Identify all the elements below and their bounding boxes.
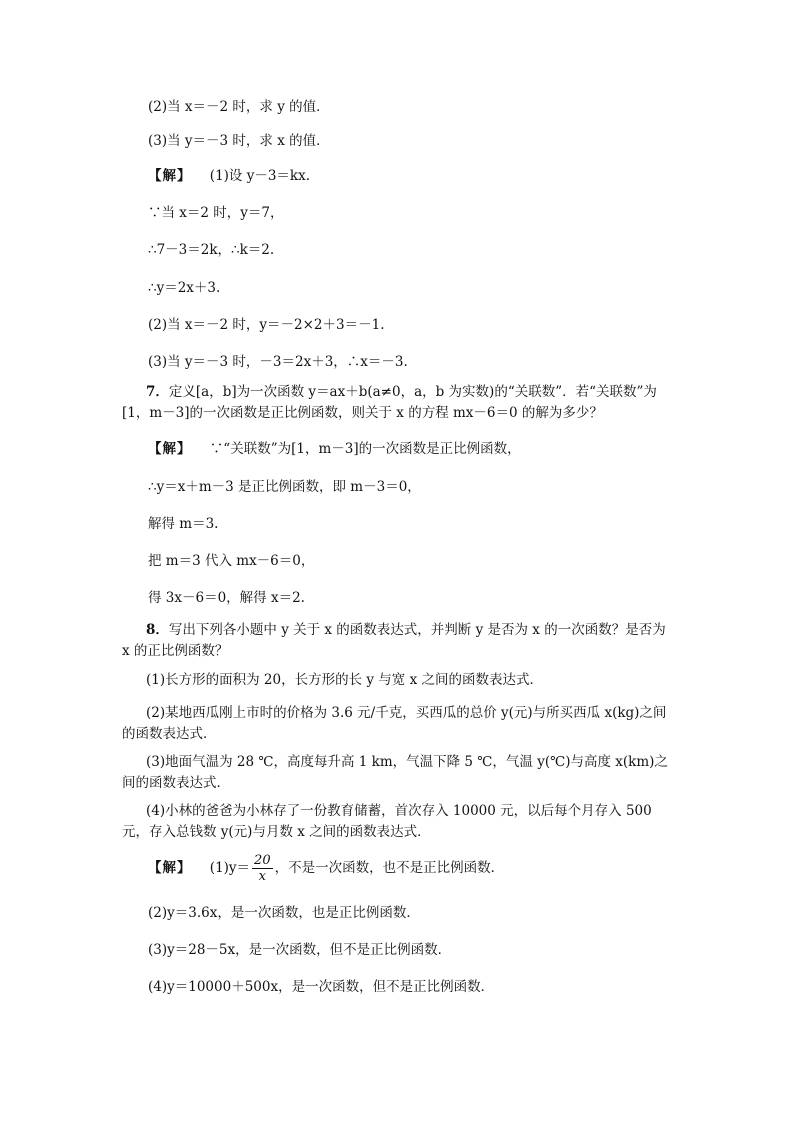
p8-question-4: (4)小林的爸爸为小林存了一份教育储蓄，首次存入 10000 元，以后每个月存入 500 元，存入总钱数 y(元)与月数 x 之间的函数表达式．: [122, 803, 652, 840]
p7-solution-line-5: 得 3x－6＝0，解得 x＝2.: [148, 590, 305, 606]
prev-solution-line-3: ∴7－3＝2k，∴k＝2.: [148, 242, 275, 258]
p7-solution-line-4: 把 m＝3 代入 mx－6＝0，: [148, 553, 315, 569]
prev-question-3: (3)当 y＝－3 时，求 x 的值．: [148, 133, 330, 149]
p7-solution-line-2: ∴y＝x＋m－3 是正比例函数，即 m－3＝0，: [148, 479, 421, 495]
problem-number: 7．: [146, 384, 169, 400]
p8-solution-line-2: (2)y＝3.6x，是一次函数，也是正比例函数．: [148, 905, 420, 921]
solution-text: (1)y＝: [209, 860, 251, 876]
problem-text: 定义[a，b]为一次函数 y＝ax＋b(a≠0，a，b 为实数)的“关联数”．若“关联数”为[1，m－3]的一次函数是正比例函数，则关于 x 的方程 mx－6＝0 的解为多少？: [122, 384, 657, 421]
prev-solution-line-5: (2)当 x＝－2 时，y＝－2×2＋3＝－1.: [148, 317, 385, 333]
problem-number: 8．: [146, 622, 169, 638]
solution-label: 【解】: [148, 441, 192, 457]
prev-solution-line-6: (3)当 y＝－3 时，－3＝2x＋3，∴x＝－3.: [148, 354, 408, 370]
p8-question-2: (2)某地西瓜刚上市时的价格为 3.6 元/千克，买西瓜的总价 y(元)与所买西瓜 x(kg)之间的函数表达式．: [122, 705, 667, 742]
p8-question-3: (3)地面气温为 28 ℃，高度每升高 1 km，气温下降 5 ℃，气温 y(℃)与高度 x(km)之间的函数表达式．: [122, 754, 668, 791]
solution-text: ，不是一次函数，也不是正比例函数．: [274, 860, 505, 876]
problem-8-stem: [122, 620, 670, 662]
fraction-numerator: 20: [254, 853, 271, 868]
p8-question-1: (1)长方形的面积为 20，长方形的长 y 与宽 x 之间的函数表达式．: [146, 672, 543, 688]
problem-7-stem: [122, 382, 670, 424]
solution-text: (1)设 y－3＝kx.: [209, 168, 311, 184]
prev-question-2: (2)当 x＝－2 时，求 y 的值．: [148, 99, 330, 115]
prev-solution-line-1: [148, 167, 310, 185]
solution-label: 【解】: [148, 860, 192, 876]
p7-solution-line-1: [148, 440, 521, 458]
prev-solution-line-4: ∴y＝2x＋3.: [148, 280, 221, 296]
solution-label: 【解】: [148, 168, 192, 184]
fraction-denominator: x: [258, 869, 266, 884]
problem-text: 写出下列各小题中 y 关于 x 的函数表达式，并判断 y 是否为 x 的一次函数？是否为 x 的正比例函数？: [122, 622, 666, 659]
p8-solution-line-4: (4)y＝10000＋500x，是一次函数，但不是正比例函数．: [148, 979, 495, 995]
fraction: [252, 853, 273, 884]
solution-text: ∵“关联数”为[1，m－3]的一次函数是正比例函数，: [209, 441, 521, 457]
p8-solution-line-1: [148, 851, 504, 885]
p7-solution-line-3: 解得 m＝3.: [148, 516, 219, 532]
p8-solution-line-3: (3)y＝28－5x，是一次函数，但不是正比例函数．: [148, 942, 452, 958]
prev-solution-line-2: ∵当 x＝2 时，y＝7，: [148, 205, 284, 221]
